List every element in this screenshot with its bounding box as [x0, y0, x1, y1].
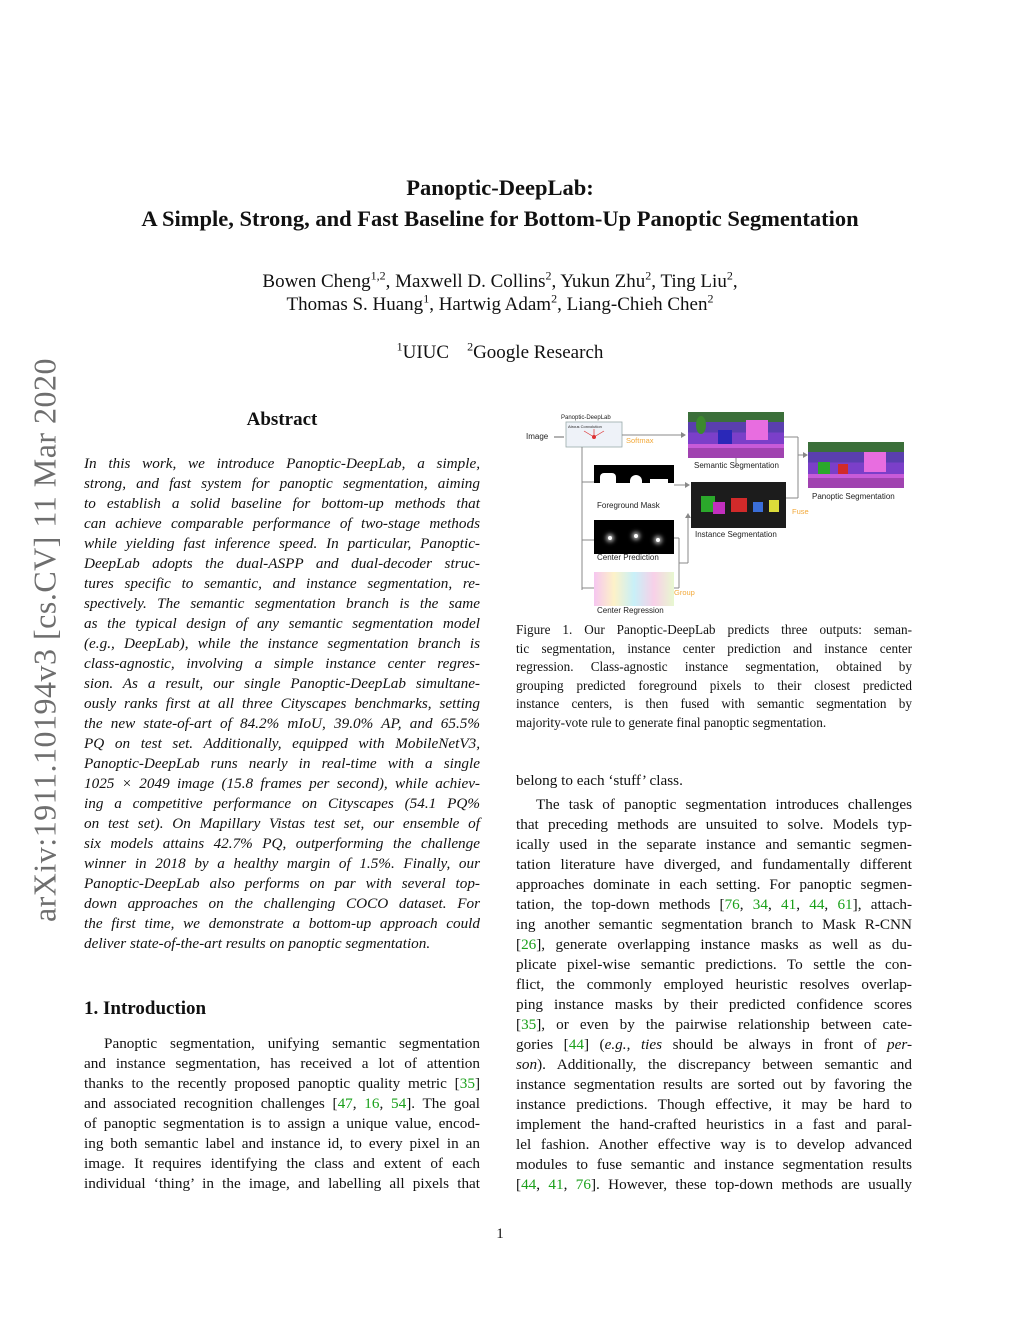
text-run: Panoptic segmentation, unifying semantic segmentation: [104, 1035, 480, 1052]
text-run: instance segmentation results are sorted out by favoring the: [516, 1076, 912, 1093]
text-run: ,: [739, 896, 753, 913]
text-run: ping instance masks by their predicted confidence scores: [516, 996, 912, 1013]
semantic-segmentation-thumbnail: [688, 412, 784, 458]
citation-link[interactable]: 16: [364, 1095, 380, 1112]
text-run: instance predictions. Though effective, it may be hard to: [516, 1096, 912, 1113]
intro-line: [84, 1134, 480, 1154]
text-run: thanks to the recently proposed panoptic quality metric [: [84, 1075, 460, 1092]
figure-1-caption: [516, 621, 912, 732]
intro-line: [84, 1074, 480, 1094]
text-run: and instance segmentation, has received a lot of attention: [84, 1055, 480, 1072]
text-run: ]: [474, 1075, 480, 1092]
text-run: ], generate overlapping instance masks as well as du-: [536, 936, 912, 953]
body-line: [516, 1035, 912, 1055]
author-name: Maxwell D. Collins: [395, 271, 546, 292]
caption-line: majority-vote rule to generate final panoptic segmentation.: [516, 714, 827, 730]
abstract-line: deliver state-of-the-art results on panoptic segmentation.: [84, 935, 431, 952]
author-affiliation-mark: 2: [707, 291, 714, 306]
abstract-line: 1025 × 2049 image (15.8 frames per second), while achiev-: [84, 775, 480, 792]
body-line: [516, 935, 912, 955]
abstract-line: winner in 2018 by a healthy margin of 1.5%. Finally, our: [84, 855, 480, 872]
author-separator: ,: [557, 294, 567, 315]
abstract-line: Panoptic-DeepLab also performs on par with several top-: [84, 875, 480, 892]
body-line: [516, 915, 912, 935]
body-line: [516, 771, 912, 791]
figure-label-image: Image: [526, 432, 549, 441]
body-line: [516, 1155, 912, 1175]
arxiv-identifier: arXiv:1911.10194v3 [cs.CV] 11 Mar 2020: [26, 357, 63, 923]
instance-segmentation-thumbnail: [691, 482, 786, 528]
text-run: ] (: [583, 1036, 605, 1053]
abstract-heading: Abstract: [246, 409, 318, 430]
body-line: [516, 855, 912, 875]
figure-label-center-regression: Center Regression: [597, 606, 664, 615]
body-line: [516, 955, 912, 975]
figure-label-instance: Instance Segmentation: [695, 530, 777, 539]
affiliation-name: Google Research: [473, 342, 604, 363]
body-line: [516, 1095, 912, 1115]
author-name: Thomas S. Huang: [286, 294, 424, 315]
text-run: ], attach-: [852, 896, 913, 913]
figure-label-atrous: Atrous Convolution: [568, 424, 602, 429]
intro-line: [84, 1094, 480, 1114]
citation-link[interactable]: 35: [459, 1075, 475, 1092]
figure-label-panoptic: Panoptic Segmentation: [812, 492, 895, 501]
body-line: [516, 875, 912, 895]
abstract-line: (e.g., DeepLab), while the instance segmentation branch is: [84, 635, 480, 652]
abstract-body: [84, 454, 480, 954]
text-run: ,: [536, 1176, 549, 1193]
body-line: [516, 1115, 912, 1135]
body-line: [516, 1075, 912, 1095]
abstract-line: six models attains 42.7% PQ, outperforming the challenge: [84, 835, 480, 852]
abstract-line: as the typical design of any semantic segmentation model: [84, 615, 480, 632]
text-run: ically used in the separate instance and semantic segmen-: [516, 836, 912, 853]
author-separator: ,: [651, 271, 661, 292]
text-run: and associated recognition challenges [: [84, 1095, 338, 1112]
abstract-line: strong, and fast system for panoptic segmentation, aiming: [84, 475, 480, 492]
text-run: ing another semantic segmentation branch to Mask R-CNN: [516, 916, 912, 933]
text-run: ,: [563, 1176, 576, 1193]
abstract-line: can achieve comparable performance of two-stage methods: [84, 515, 480, 532]
author-separator: ,: [429, 294, 439, 315]
text-run: tation literature have diverged, and fundamentally different: [516, 856, 912, 873]
caption-line: instance centers, is then fused with semantic segmentation by: [516, 696, 912, 711]
text-run: ,: [796, 896, 810, 913]
author-affiliation-mark: 2: [551, 291, 558, 306]
center-prediction-thumbnail: [594, 520, 674, 554]
text-run: [: [516, 1016, 522, 1033]
body-line: [516, 975, 912, 995]
text-run: gories [: [516, 1036, 569, 1053]
text-run: [: [516, 936, 522, 953]
text-run: ,: [824, 896, 838, 913]
italic-text: e.g.: [604, 1036, 627, 1053]
figure-label-center-prediction: Center Prediction: [597, 553, 659, 562]
caption-line: grouping predicted foreground pixels to their closest predicted: [516, 677, 912, 693]
figure-label-network: Panoptic-DeepLab: [561, 415, 611, 421]
author-line-1: [0, 270, 1000, 293]
author-list: [0, 270, 1000, 316]
affiliation-mark: 2: [467, 339, 474, 354]
text-run: ,: [379, 1095, 392, 1112]
abstract-line: Panoptic-DeepLab runs nearly in real-time with a single: [84, 755, 480, 772]
author-affiliation-mark: 2: [545, 268, 552, 283]
arxiv-sidebar-stamp: [26, 340, 63, 940]
abstract-line: the first time, we demonstrate a bottom-up approach could: [84, 915, 480, 932]
abstract-line: In this work, we introduce Panoptic-DeepLab, a simple,: [84, 455, 480, 472]
caption-line: tic segmentation, instance center prediction and instance center: [516, 640, 912, 656]
citation-link[interactable]: 35: [521, 1016, 537, 1033]
foreground-mask-thumbnail: [594, 465, 674, 499]
abstract-line: sion. As a result, our single Panoptic-DeepLab simultane-: [84, 675, 480, 692]
text-run: approaches dominate in each setting. For panoptic segmen-: [516, 876, 912, 893]
text-run: [: [516, 1176, 522, 1193]
figure-label-softmax: Softmax: [626, 436, 654, 445]
body-line: [516, 1135, 912, 1155]
text-run: plicate pixel-wise semantic predictions. To settle the con-: [516, 956, 912, 973]
text-run: belong to each ‘stuff’ class.: [516, 772, 683, 789]
author-name: Liang-Chieh Chen: [566, 294, 708, 315]
abstract-line: ing a competitive performance on Cityscapes (54.1 PQ%: [84, 795, 480, 812]
body-line: [516, 1015, 912, 1035]
body-line: [516, 895, 912, 915]
author-line-2: [0, 293, 1000, 316]
citation-link[interactable]: 26: [521, 936, 537, 953]
title-line-2: A Simple, Strong, and Fast Baseline for Bottom-Up Panoptic Segmentation: [141, 206, 859, 231]
introduction-heading: 1. Introduction: [84, 998, 207, 1019]
body-line: [516, 1175, 912, 1195]
intro-line: [84, 1054, 480, 1074]
intro-line: [84, 1114, 480, 1134]
citation-link[interactable]: 41: [548, 1176, 564, 1193]
panoptic-segmentation-thumbnail: [808, 442, 904, 488]
citation-link[interactable]: 61: [837, 896, 853, 913]
caption-line: regression. Class-agnostic instance segmentation, obtained by: [516, 659, 912, 674]
paper-title: [0, 172, 1000, 234]
intro-line: [84, 1174, 480, 1194]
text-run: should be always in front of: [662, 1036, 888, 1053]
italic-text: ties: [640, 1036, 663, 1053]
abstract-line: tures specific to semantic, and instance segmentation, re-: [84, 575, 480, 592]
abstract-line: spectively. The semantic segmentation branch is the same: [84, 595, 480, 612]
body-line: [516, 795, 912, 815]
text-run: ]. The goal: [406, 1095, 480, 1112]
text-run: implement the hand-crafted heuristics in a fast and paral-: [516, 1116, 912, 1133]
abstract-line: ously ranks first at all three Cityscapes benchmarks, setting: [84, 695, 480, 712]
text-run: flict, the commonly employed heuristic resolves overlap-: [516, 976, 912, 993]
figure-label-fuse: Fuse: [792, 507, 809, 516]
citation-link[interactable]: 34: [752, 896, 768, 913]
figure-label-group: Group: [674, 588, 695, 597]
text-run: tation, the top-down methods [: [516, 896, 725, 913]
abstract-line: to establish a solid baseline for bottom-up methods that: [84, 495, 480, 512]
text-run: ], or even by the pairwise relationship between cate-: [536, 1016, 912, 1033]
author-affiliation-mark: 2: [645, 268, 652, 283]
abstract-line: PQ on test set. Additionally, equipped with MobileNetV3,: [84, 735, 480, 752]
text-run: individual ‘thing’ in the image, and labelling all pixels that: [84, 1175, 480, 1192]
text-run: ing both semantic label and instance id, to every pixel in an: [84, 1135, 480, 1152]
citation-link[interactable]: 44: [568, 1036, 584, 1053]
introduction-body: [84, 1034, 480, 1194]
italic-text: son: [516, 1056, 538, 1073]
center-regression-thumbnail: [594, 572, 674, 606]
author-separator: ,: [732, 271, 738, 292]
citation-link[interactable]: 47: [337, 1095, 353, 1112]
author-name: Bowen Cheng: [262, 271, 371, 292]
body-line: [516, 1055, 912, 1075]
text-run: of panoptic segmentation is to assign a unique value, encod-: [84, 1115, 480, 1132]
text-run: that preceding methods are unsuited to solve. Models typ-: [516, 816, 912, 833]
intro-line: [84, 1034, 480, 1054]
text-run: lel fashion. Another effective way is to develop advanced: [516, 1136, 912, 1153]
author-name: Ting Liu: [660, 271, 727, 292]
body-line: [516, 995, 912, 1015]
abstract-line: while yielding fast inference speed. In particular, Panoptic-: [84, 535, 480, 552]
abstract-line: the new state-of-art of 84.2% mIoU, 39.0% AP, and 65.5%: [84, 715, 480, 732]
text-run: ). Additionally, the discrepancy between semantic and: [537, 1056, 912, 1073]
citation-link[interactable]: 44: [521, 1176, 537, 1193]
text-run: ,: [352, 1095, 365, 1112]
abstract-line: down approaches on the challenging COCO dataset. For: [84, 895, 480, 912]
text-run: ]. However, these top-down methods are usually: [590, 1176, 913, 1193]
caption-line: Figure 1. Our Panoptic-DeepLab predicts three outputs: seman-: [516, 622, 912, 637]
intro-line: [84, 1154, 480, 1174]
affiliations: [0, 341, 1000, 364]
page-number: 1: [496, 1226, 504, 1242]
author-affiliation-mark: 2: [726, 268, 733, 283]
text-run: ,: [626, 1036, 641, 1053]
citation-link[interactable]: 76: [724, 896, 740, 913]
italic-text: per-: [887, 1036, 913, 1053]
citation-link[interactable]: 76: [575, 1176, 591, 1193]
abstract-line: DeepLab adopts the dual-ASPP and dual-decoder struc-: [84, 555, 480, 572]
affiliation-mark: 1: [396, 339, 403, 354]
text-run: ,: [767, 896, 782, 913]
right-column-body: [516, 771, 912, 1195]
author-separator: ,: [551, 271, 561, 292]
citation-link[interactable]: 54: [391, 1095, 407, 1112]
author-name: Yukun Zhu: [560, 271, 646, 292]
text-run: modules to fuse semantic and instance segmentation results: [516, 1156, 912, 1173]
author-name: Hartwig Adam: [438, 294, 552, 315]
text-run: The task of panoptic segmentation introduces challenges: [536, 796, 912, 813]
author-separator: ,: [385, 271, 396, 292]
citation-link[interactable]: 44: [809, 896, 825, 913]
figure-label-semantic: Semantic Segmentation: [694, 461, 779, 470]
text-run: image. It requires identifying the class and extent of each: [84, 1155, 480, 1172]
figure-label-foreground: Foreground Mask: [597, 501, 660, 510]
body-line: [516, 835, 912, 855]
abstract-line: on test set). On Mapillary Vistas test set, our ensemble of: [84, 815, 480, 832]
citation-link[interactable]: 41: [781, 896, 797, 913]
author-affiliation-mark: 1,2: [370, 268, 386, 283]
title-line-1: Panoptic-DeepLab:: [406, 175, 594, 200]
body-line: [516, 815, 912, 835]
affiliation-name: UIUC: [402, 342, 450, 363]
author-affiliation-mark: 1: [423, 291, 430, 306]
figure-1-diagram: [516, 410, 916, 620]
abstract-line: class-agnostic, involving a simple instance center regres-: [84, 655, 480, 672]
